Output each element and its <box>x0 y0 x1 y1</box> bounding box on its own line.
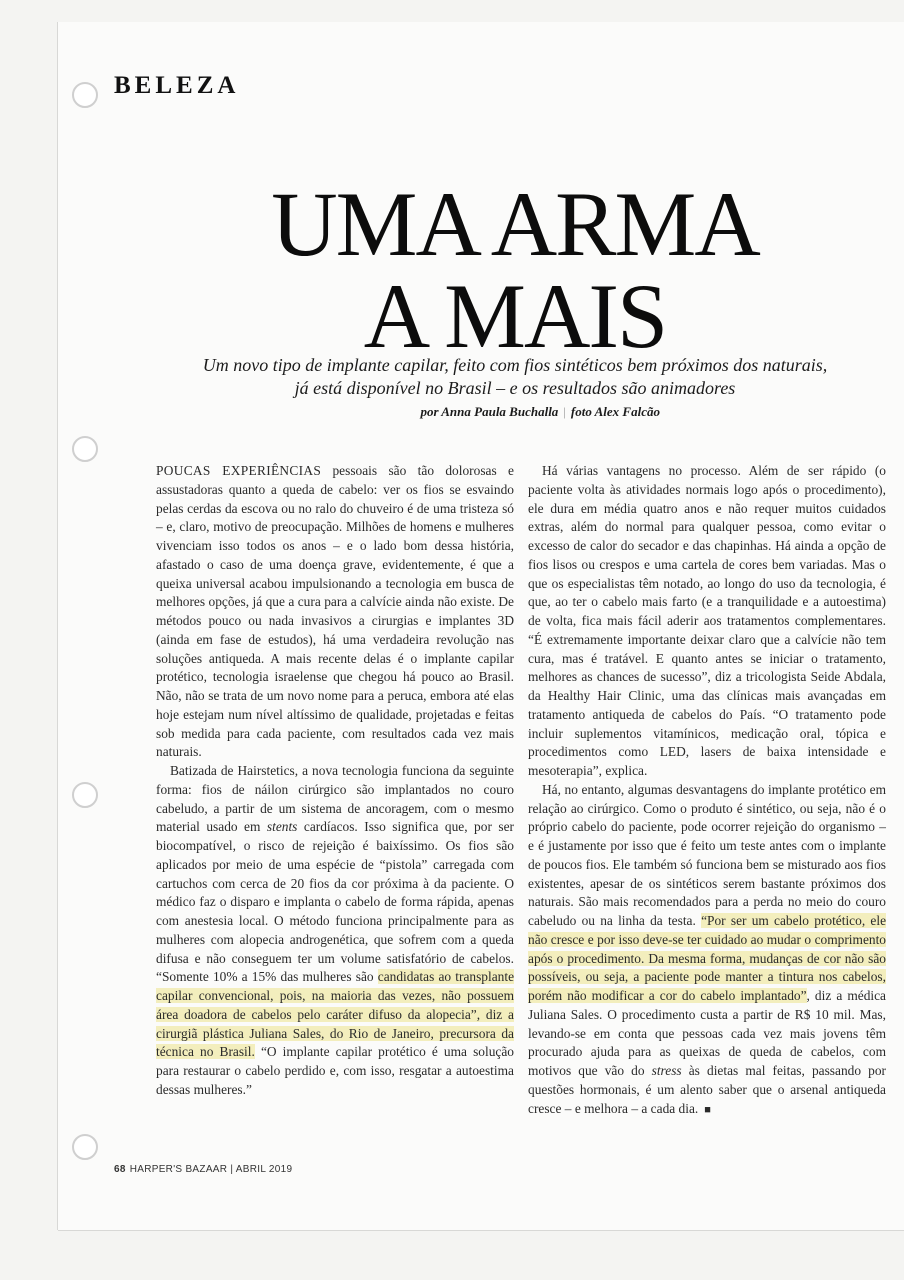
article-column-1 <box>156 462 514 1100</box>
paragraph-text: , diz a médica Juliana Sales. O procedimento custa a partir de R$ 10 mil. Mas, levando-se em conta que pessoas cada vez mais jovens têm procurado ajuda para as queixas de queda de cabelos, com motivos que vão do <box>528 988 886 1078</box>
italic-term: stress <box>651 1063 682 1078</box>
byline-author: por Anna Paula Buchalla <box>420 404 559 419</box>
paragraph-text: cardíacos. Isso significa que, por ser biocompatível, o risco de rejeição é baixíssimo. Os fios são aplicados por meio de uma espécie de “pistola” carregada com cartuchos com cerca de 20 fios da cor próxima à da paciente. O médico faz o disparo e implanta o cabelo de forma rápida, apenas com anestesia local. O método funciona principalmente para as mulheres com alopecia androgenética, que sofrem com a queda difusa e não conseguem ter um volume satisfatório de cabelos. “Somente 10% a 15% das mulheres são <box>156 819 514 985</box>
end-mark: ■ <box>704 1103 711 1116</box>
binder-hole <box>72 1134 98 1160</box>
paragraph <box>156 762 514 1100</box>
paragraph: Há várias vantagens no processo. Além de ser rápido (o paciente volta às atividades normais logo após o procedimento), ele dura em média quatro anos e não requer muitos cuidados extras, além do normal para qualquer pessoa, como evitar o excesso de calor do secador e das chapinhas. Há ainda a opção de fios lisos ou crespos e uma cartela de cores bem variadas. Mas o que os especialistas têm notado, ao longo do uso da tecnologia, é que, ao ter o cabelo mais farto (e a tranquilidade e a autoestima) de volta, fica mais fácil aderir aos tratamentos complementares. “É extremamente importante deixar claro que a calvície não tem cura, mas é tratável. E quanto antes se iniciar o tratamento, melhores as chances de sucesso”, diz a tricologista Seide Abdala, da Healthy Hair Clinic, uma das clínicas mais avançadas em tratamento antiqueda de cabelos do País. “O tratamento pode incluir suplementos vitamínicos, medicação oral, tópica e procedimentos como LED, lasers de baixa intensidade e mesoterapia”, explica. <box>528 463 886 778</box>
deck-line-2: já está disponível no Brasil – e os resultados são animadores <box>294 378 736 398</box>
paragraph-text: “O implante capilar protético é uma solução para restaurar o cabelo perdido e, com isso, resgatar a autoestima dessas mulheres.” <box>156 1044 514 1097</box>
highlighted-quote: “Por ser um cabelo protético, ele não cresce e por isso deve-se ter cuidado ao mudar o comprimento após o procedimento. Da mesma forma, mudanças de cor não são possíveis, ou seja, a paciente pode manter a tintura nos cabelos, porém não modificar a cor do cabelo implantado” <box>528 913 887 1003</box>
byline: por Anna Paula Buchalla | foto Alex Falcão <box>420 404 660 419</box>
section-label: BELEZA <box>114 72 240 99</box>
paragraph <box>156 462 514 762</box>
byline-photo: foto Alex Falcão <box>570 404 660 419</box>
deck-line-1: Um novo tipo de implante capilar, feito com fios sintéticos bem próximos dos naturais, <box>202 355 828 375</box>
headline-line-2: A MAIS <box>363 265 667 367</box>
page-footer <box>114 1164 292 1175</box>
binder-hole <box>72 782 98 808</box>
italic-term: stents <box>266 819 298 835</box>
paragraph-text: Batizada de Hairstetics, a nova tecnologia funciona da seguinte forma: fios de náilon cirúrgico são implantados no couro cabeludo, a partir de um sistema de ancoragem, com o mesmo material usado em <box>156 763 514 835</box>
paragraph <box>528 781 886 1120</box>
highlighted-quote: candidatas ao transplante capilar convencional, pois, na maioria das vezes, não possuem área doadora de cabelos pelo caráter difuso da alopecia”, diz a cirurgiã plástica Juliana Sales, do Rio de Janeiro, precursora da técnica no Brasil. <box>156 969 515 1060</box>
footer-text: HARPER'S BAZAAR | ABRIL 2019 <box>129 1164 293 1175</box>
paragraph-text: Há, no entanto, algumas desvantagens do implante protético em relação ao cirúrgico. Como o produto é sintético, ou seja, não é o próprio cabelo do paciente, pode ocorrer rejeição do organismo – e é justamente por isso que é feito um teste antes com o implante de poucos fios. Ele também só funciona bem se misturado aos fios existentes, apesar de os sintéticos serem bastante próximos dos naturais. São mais recomendados para a perda no meio do couro cabeludo ou na linha da testa. <box>528 781 886 928</box>
article-column-2 <box>528 462 886 1119</box>
page-number: 68 <box>114 1164 126 1175</box>
paragraph-text: às dietas mal feitas, passando por questões hormonais, é um alento saber que o arsenal antiqueda cresce – e melhora – a cada dia. <box>528 1063 886 1116</box>
lead-in: POUCAS EXPERIÊNCIAS <box>156 463 322 478</box>
headline-line-1: UMA ARMA <box>271 173 759 275</box>
deck <box>170 354 860 400</box>
paragraph-text: pessoais são tão dolorosas e assustadoras quanto a queda de cabelo: ver os fios se esvaindo pelas cerdas da escova ou no ralo do chuveiro é de uma tristeza só – e, claro, motivo de preocupação. Milhões de homens e mulheres vivenciam isso todos os anos – e o lado bom dessa história, afastado o caso de uma doença grave, evidentemente, é que a queixa universal acabou impulsionando a tecnologia em busca de melhores opções, já que a cura para a calvície ainda não existe. De métodos pouco ou nada invasivos a cirurgias e implantes 3D (ainda em fase de estudos), há uma verdadeira revolução nas soluções antiqueda. A mais recente delas é o implante capilar protético, tecnologia israelense que chegou há pouco ao Brasil. Não, não se trata de um novo nome para a peruca, embora até elas hoje estejam num nível altíssimo de qualidade, projetadas e feitas sob medida para cada paciente, com resultados cada vez mais naturais. <box>156 463 514 760</box>
binder-hole <box>72 436 98 462</box>
binder-hole <box>72 82 98 108</box>
